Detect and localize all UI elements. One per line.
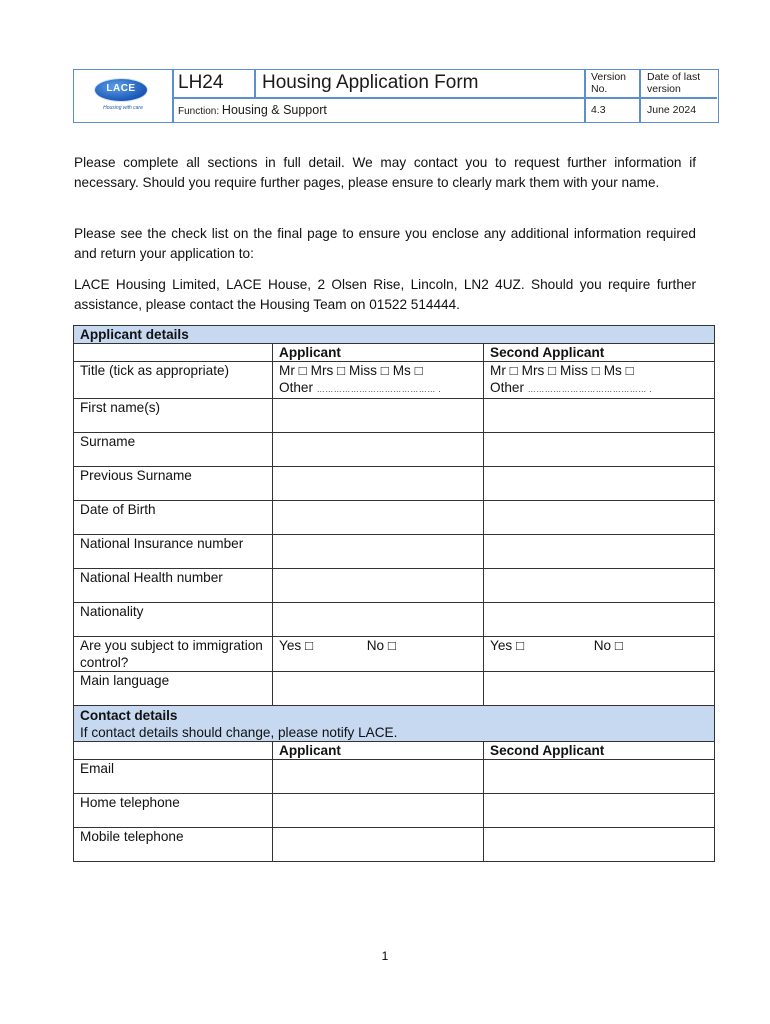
email-row xyxy=(74,760,715,794)
input-cell[interactable] xyxy=(484,794,715,828)
row-label: Email xyxy=(74,760,273,794)
no-checkbox[interactable]: No □ xyxy=(593,638,624,653)
form-code: LH24 xyxy=(178,72,224,93)
date-label: Date of last version xyxy=(647,71,701,95)
immigration-choice-applicant[interactable] xyxy=(273,637,484,672)
col-second-applicant: Second Applicant xyxy=(484,344,715,362)
input-cell[interactable] xyxy=(273,828,484,862)
row-label: Surname xyxy=(74,433,273,467)
version-label: Version No. xyxy=(591,71,627,95)
input-cell[interactable] xyxy=(273,603,484,637)
function-value: Housing & Support xyxy=(221,103,327,117)
contact-column-header-row xyxy=(74,742,715,760)
row-label: First name(s) xyxy=(74,399,273,433)
input-cell[interactable] xyxy=(273,501,484,535)
applicant-details-header xyxy=(74,326,715,344)
col-second-applicant: Second Applicant xyxy=(484,742,715,760)
input-cell[interactable] xyxy=(273,760,484,794)
section-title: Contact details xyxy=(80,708,178,723)
mobile-telephone-row xyxy=(74,828,715,862)
function-line: Function: Housing & Support xyxy=(178,103,327,117)
input-cell[interactable] xyxy=(484,501,715,535)
no-checkbox[interactable]: No □ xyxy=(366,638,397,653)
immigration-choice-second[interactable] xyxy=(484,637,715,672)
input-cell[interactable] xyxy=(484,828,715,862)
national-insurance-row xyxy=(74,535,715,569)
input-cell[interactable] xyxy=(273,467,484,501)
version-value: 4.3 xyxy=(591,104,606,116)
input-cell[interactable] xyxy=(273,569,484,603)
input-cell[interactable] xyxy=(484,535,715,569)
form-title: Housing Application Form xyxy=(262,72,479,93)
input-cell[interactable] xyxy=(484,433,715,467)
date-value: June 2024 xyxy=(647,104,697,116)
intro-paragraph-2: Please see the check list on the final page to ensure you enclose any additional information required and return your application to: xyxy=(74,226,696,261)
nationality-row xyxy=(74,603,715,637)
input-cell[interactable] xyxy=(273,433,484,467)
row-label: National Insurance number xyxy=(74,535,273,569)
lace-logo: LACE Housing with care xyxy=(74,70,172,121)
input-cell[interactable] xyxy=(273,399,484,433)
yes-checkbox[interactable]: Yes □ xyxy=(490,638,525,653)
application-table xyxy=(73,325,715,862)
title-options-second[interactable]: Mr □ Mrs □ Miss □ Ms □ Other …………………………………… . xyxy=(484,362,715,399)
first-name-row xyxy=(74,399,715,433)
input-cell[interactable] xyxy=(273,794,484,828)
section-title: Applicant details xyxy=(74,326,715,344)
row-label: Main language xyxy=(74,672,273,706)
previous-surname-row xyxy=(74,467,715,501)
immigration-row xyxy=(74,637,715,672)
row-label: National Health number xyxy=(74,569,273,603)
row-label: Home telephone xyxy=(74,794,273,828)
page-number: 1 xyxy=(381,949,389,963)
row-label: Nationality xyxy=(74,603,273,637)
main-language-row xyxy=(74,672,715,706)
home-telephone-row xyxy=(74,794,715,828)
date-of-birth-row xyxy=(74,501,715,535)
input-cell[interactable] xyxy=(273,672,484,706)
input-cell[interactable] xyxy=(484,672,715,706)
surname-row xyxy=(74,433,715,467)
row-label: Date of Birth xyxy=(74,501,273,535)
input-cell[interactable] xyxy=(484,603,715,637)
document-header xyxy=(73,69,719,123)
yes-checkbox[interactable]: Yes □ xyxy=(279,638,314,653)
title-row xyxy=(74,362,715,399)
input-cell[interactable] xyxy=(484,399,715,433)
title-options-applicant[interactable]: Mr □ Mrs □ Miss □ Ms □ Other …………………………………… . xyxy=(273,362,484,399)
input-cell[interactable] xyxy=(484,760,715,794)
col-applicant: Applicant xyxy=(273,742,484,760)
intro-paragraph-1: Please complete all sections in full detail. We may contact you to request further information if necessary. Should you require further pages, please ensure to clearly mark them with your name. xyxy=(74,155,696,190)
column-header-row xyxy=(74,344,715,362)
input-cell[interactable] xyxy=(273,535,484,569)
row-label: Title (tick as appropriate) xyxy=(74,362,273,399)
national-health-row xyxy=(74,569,715,603)
contact-details-header xyxy=(74,706,715,742)
section-note: If contact details should change, please notify LACE. xyxy=(80,725,398,740)
intro-paragraph-3: LACE Housing Limited, LACE House, 2 Olsen Rise, Lincoln, LN2 4UZ. Should you require further assistance, please contact the Housing Team on 01522 514444. xyxy=(74,277,696,312)
col-applicant: Applicant xyxy=(273,344,484,362)
row-label: Previous Surname xyxy=(74,467,273,501)
row-label: Are you subject to immigration control? xyxy=(74,637,273,672)
logo-oval-icon: LACE xyxy=(95,79,147,101)
input-cell[interactable] xyxy=(484,467,715,501)
row-label: Mobile telephone xyxy=(74,828,273,862)
input-cell[interactable] xyxy=(484,569,715,603)
